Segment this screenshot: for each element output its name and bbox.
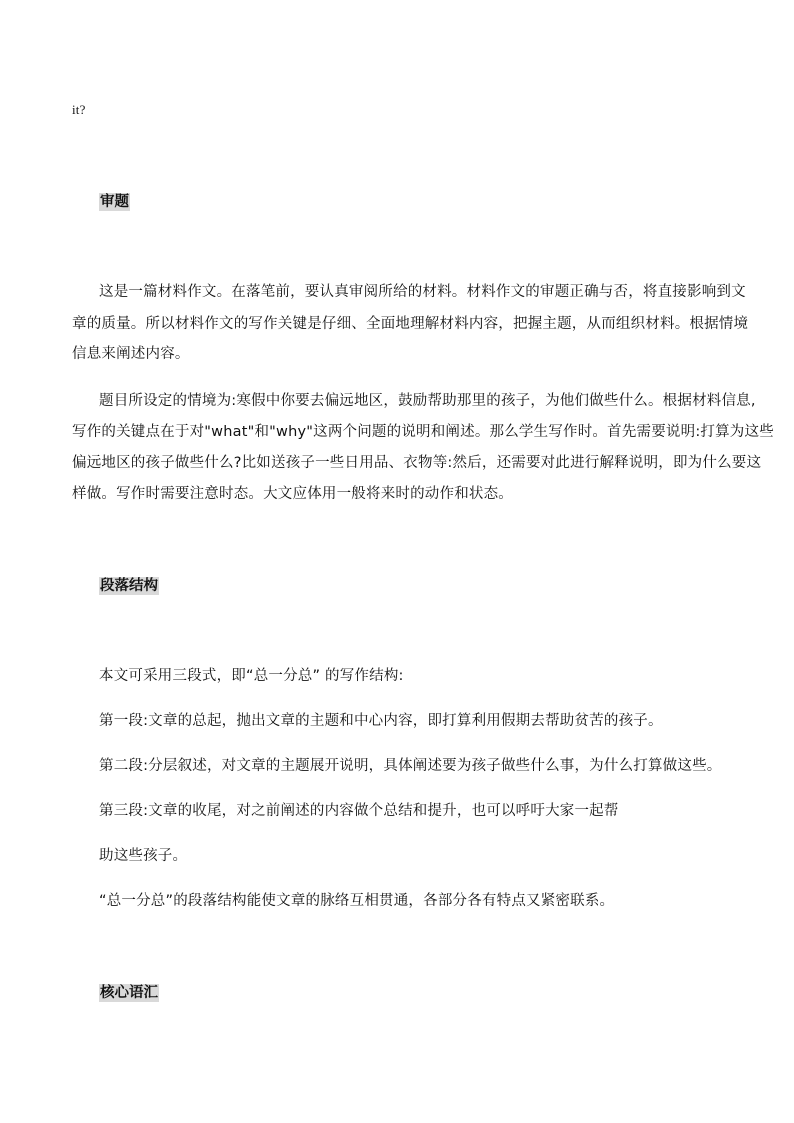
- paragraph-line: “总一分总”的段落结构能使文章的脉络互相贯通，各部分各有特点又紧密联系。: [99, 893, 615, 909]
- paragraph-line: 偏远地区的孩子做些什么?比如送孩子一些日用品、衣物等:然后，还需要对此进行解释说明，即为什么要这: [72, 455, 762, 471]
- paragraph-line: 第二段:分层叙述，对文章的主题展开说明，具体阐述要为孩子做些什么事，为什么打算做这些。: [99, 758, 722, 774]
- paragraph-line: 第三段:文章的收尾，对之前阐述的内容做个总结和提升，也可以呼吁大家一起帮: [99, 803, 619, 819]
- paragraph-line: 写作的关键点在于对"what"和"why"这两个问题的说明和阐述。那么学生写作时。首先需要说明:打算为这些: [72, 424, 774, 440]
- section-heading-core-vocabulary: 核心语汇: [100, 985, 158, 1001]
- paragraph-line: 第一段:文章的总起，抛出文章的主题和中心内容，即打算利用假期去帮助贫苦的孩子。: [99, 713, 663, 729]
- top-fragment: it?: [72, 102, 86, 117]
- section-heading-paragraph-structure: 段落结构: [100, 578, 158, 594]
- section-heading-shenti: 审题: [100, 194, 129, 210]
- paragraph-line: 样做。写作时需要注意时态。大文应体用一般将来时的动作和状态。: [72, 486, 513, 502]
- paragraph-line: 本文可采用三段式，即“总一分总” 的写作结构:: [99, 668, 404, 684]
- paragraph-line: 这是一篇材料作文。在落笔前，要认真审阅所给的材料。材料作文的审题正确与否，将直接影响到文: [99, 284, 746, 300]
- paragraph-line: 助这些孩子。: [99, 848, 188, 864]
- paragraph-line: 信息来阐述内容。: [72, 346, 190, 362]
- paragraph-line: 章的质量。所以材料作文的写作关键是仔细、全面地理解材料内容，把握主题，从而组织材料。根据情境: [72, 316, 749, 332]
- paragraph-line: 题目所设定的情境为:寒假中你要去偏远地区，鼓励帮助那里的孩子，为他们做些什么。根据材料信息,: [99, 393, 756, 409]
